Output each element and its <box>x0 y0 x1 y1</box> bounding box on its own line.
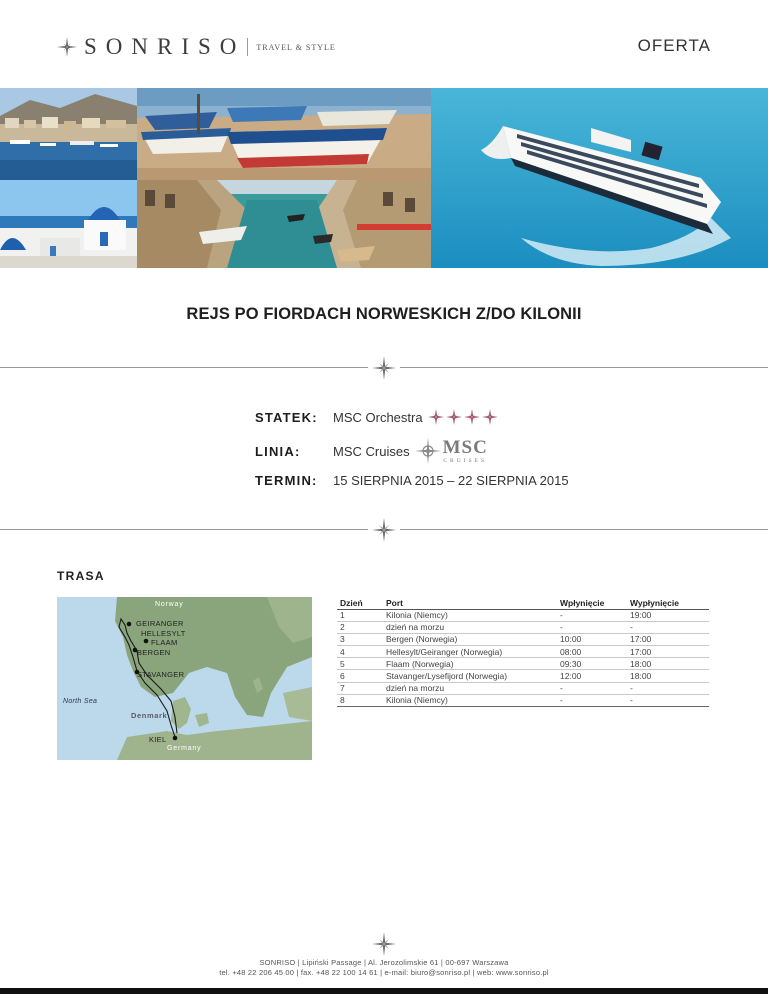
footer-contacts: tel. +48 22 206 45 00 | fax. +48 22 100 14 61 | e-mail: biuro@sonriso.pl | web: www.sonriso.pl <box>219 968 549 977</box>
offer-heading: OFERTA <box>637 36 711 55</box>
page-header <box>0 0 768 88</box>
msc-logo-text: MSC <box>442 437 488 458</box>
day-cell: 7 <box>337 682 383 694</box>
photo-banner <box>0 88 768 268</box>
arrival-cell: 12:00 <box>557 670 627 682</box>
table-row <box>337 658 709 670</box>
map-label-hellesylt: HELLESYLT <box>141 629 186 638</box>
port-cell: dzień na morzu <box>383 621 557 633</box>
logo-tagline: TRAVEL & STYLE <box>256 42 336 52</box>
ship-rating <box>428 409 500 425</box>
map-label-geiranger: GEIRANGER <box>136 619 184 628</box>
port-cell: Hellesylt/Geiranger (Norwegia) <box>383 646 557 658</box>
msc-logo-subtext: CRUISES <box>443 458 487 464</box>
arrival-cell: - <box>557 694 627 706</box>
map-label-germany: Germany <box>167 745 202 752</box>
departure-cell: 17:00 <box>627 646 709 658</box>
day-cell: 1 <box>337 609 383 621</box>
table-row <box>337 609 709 621</box>
venice-canal-photo <box>137 180 431 268</box>
arrival-cell: 10:00 <box>557 633 627 645</box>
day-cell: 5 <box>337 658 383 670</box>
departure-cell: 18:00 <box>627 670 709 682</box>
section-divider <box>0 518 768 542</box>
departure-cell: 18:00 <box>627 658 709 670</box>
port-cell: Stavanger/Lysefijord (Norwegia) <box>383 670 557 682</box>
map-label-north-sea: North Sea <box>63 698 98 705</box>
compass-star-icon <box>372 932 396 956</box>
table-row <box>337 670 709 682</box>
sonriso-logo <box>56 34 336 60</box>
footer-contact <box>0 958 768 978</box>
section-divider <box>0 356 768 380</box>
map-label-kiel: KIEL <box>149 735 167 744</box>
map-label-flaam: FLAAM <box>151 638 178 647</box>
map-label-bergen: BERGEN <box>137 648 171 657</box>
arrival-cell: 09:30 <box>557 658 627 670</box>
ship-label: STATEK: <box>255 409 318 425</box>
port-cell: Kilonia (Niemcy) <box>383 694 557 706</box>
itinerary-table <box>337 597 709 707</box>
day-cell: 4 <box>337 646 383 658</box>
map-label-norway: Norway <box>155 601 184 608</box>
day-cell: 3 <box>337 633 383 645</box>
star-icon <box>482 409 498 425</box>
map-label-stavanger: STAVANGER <box>137 670 185 679</box>
day-cell: 8 <box>337 694 383 706</box>
footer-divider <box>0 932 768 956</box>
logo-separator <box>247 38 248 56</box>
compass-star-icon <box>372 356 396 380</box>
day-cell: 2 <box>337 621 383 633</box>
bottom-bar <box>0 988 768 994</box>
arrival-cell: - <box>557 682 627 694</box>
star-icon <box>446 409 462 425</box>
header-departure: Wypłynięcie <box>627 597 709 609</box>
route-map <box>57 597 312 760</box>
msc-cruises-logo <box>415 438 488 465</box>
dates-value: 15 SIERPNIA 2015 – 22 SIERPNIA 2015 <box>333 473 569 488</box>
header-arrival: Wpłynięcie <box>557 597 627 609</box>
compass-star-icon <box>372 518 396 542</box>
port-cell: dzień na morzu <box>383 682 557 694</box>
port-cell: Kilonia (Niemcy) <box>383 609 557 621</box>
offer-title: REJS PO FIORDACH NORWESKICH Z/DO KILONII <box>186 305 582 323</box>
table-row <box>337 633 709 645</box>
star-icon <box>464 409 480 425</box>
dates-label: TERMIN: <box>255 473 318 488</box>
table-header-row <box>337 597 709 609</box>
arrival-cell: 08:00 <box>557 646 627 658</box>
arrival-cell: - <box>557 609 627 621</box>
star-icon <box>428 409 444 425</box>
cruise-line-label: LINIA: <box>255 443 301 459</box>
cruise-ship-photo <box>431 88 768 268</box>
departure-cell: - <box>627 621 709 633</box>
cruise-line-name: MSC Cruises <box>333 443 410 459</box>
table-row <box>337 682 709 694</box>
port-cell: Flaam (Norwegia) <box>383 658 557 670</box>
table-row <box>337 694 709 706</box>
harbor-photo <box>0 88 137 180</box>
fishing-boats-photo <box>137 88 431 180</box>
santorini-photo <box>0 180 137 268</box>
departure-cell: 19:00 <box>627 609 709 621</box>
table-row <box>337 646 709 658</box>
dates-row <box>255 473 569 488</box>
ship-row <box>255 409 500 425</box>
day-cell: 6 <box>337 670 383 682</box>
compass-star-icon <box>56 36 78 58</box>
header-day: Dzień <box>337 597 383 609</box>
route-heading: TRASA <box>57 569 105 583</box>
footer-address: SONRISO | Lipiński Passage | Al. Jerozolimskie 61 | 00-697 Warszawa <box>259 958 509 967</box>
departure-cell: 17:00 <box>627 633 709 645</box>
compass-emblem-icon <box>415 438 441 464</box>
header-port: Port <box>383 597 557 609</box>
port-cell: Bergen (Norwegia) <box>383 633 557 645</box>
arrival-cell: - <box>557 621 627 633</box>
table-row <box>337 621 709 633</box>
map-label-denmark: Denmark <box>131 711 168 720</box>
departure-cell: - <box>627 694 709 706</box>
departure-cell: - <box>627 682 709 694</box>
ship-name: MSC Orchestra <box>333 409 423 425</box>
logo-wordmark: SONRISO <box>84 34 246 59</box>
cruise-line-row <box>255 438 488 465</box>
